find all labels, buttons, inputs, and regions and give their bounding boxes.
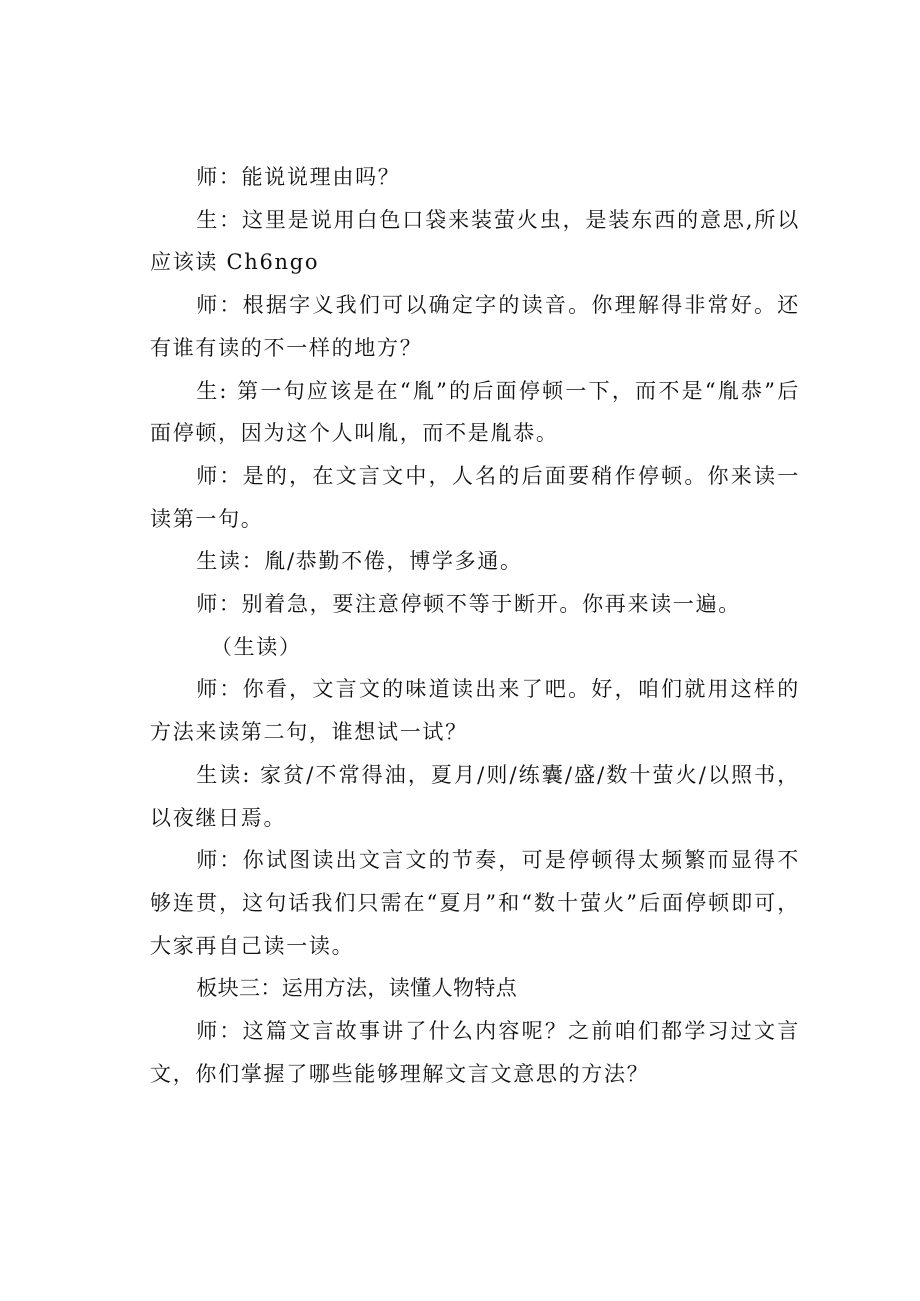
paragraph-teacher-rhythm: 师：你试图读出文言文的节奏，可是停顿得太频繁而显得不够连贯，这句话我们只需在“夏月”和“数十萤火”后面停顿即可，大家再自己读一读。 — [150, 848, 800, 958]
paragraph-student-pause: 生: 第一句应该是在“胤”的后面停顿一下，而不是“胤恭”后面停顿，因为这个人叫胤，而不是胤恭。 — [150, 378, 800, 446]
paragraph-teacher-name-pause: 师：是的，在文言文中，人名的后面要稍作停顿。你来读一读第一句。 — [150, 463, 800, 531]
paragraph-teacher-content: 师：这篇文言故事讲了什么内容呢？之前咱们都学习过文言文，你们掌握了哪些能够理解文言文意思的方法？ — [150, 1019, 800, 1086]
paragraph-teacher-second-sentence: 师：你看，文言文的味道读出来了吧。好，咱们就用这样的方法来读第二句，谁想试一试？ — [150, 677, 800, 745]
document-page — [150, 156, 800, 1095]
section-heading: 板块三：运用方法，读懂人物特点 — [196, 976, 518, 1001]
paragraph-student-pronunciation: 生：这里是说用白色口袋来装萤火虫，是装东西的意思,所以应该读 Ch6ngo — [150, 207, 800, 275]
paragraph-student-reads-first: 生读：胤/恭勤不倦，博学多通。 — [196, 549, 523, 574]
paragraph-teacher-praise: 师：根据字义我们可以确定字的读音。你理解得非常好。还有谁有读的不一样的地方？ — [150, 293, 800, 360]
paragraph-student-reads-second: 生读: 家贫/不常得油，夏月/则/练囊/盛/数十萤火/以照书，以夜继日焉。 — [150, 762, 800, 830]
paragraph-teacher-ask-reason: 师：能说说理由吗？ — [196, 165, 401, 189]
paragraph-teacher-dont-rush: 师：别着急，要注意停顿不等于断开。你再来读一遍。 — [196, 592, 741, 617]
paragraph-student-reads-again: （生读） — [210, 634, 302, 659]
